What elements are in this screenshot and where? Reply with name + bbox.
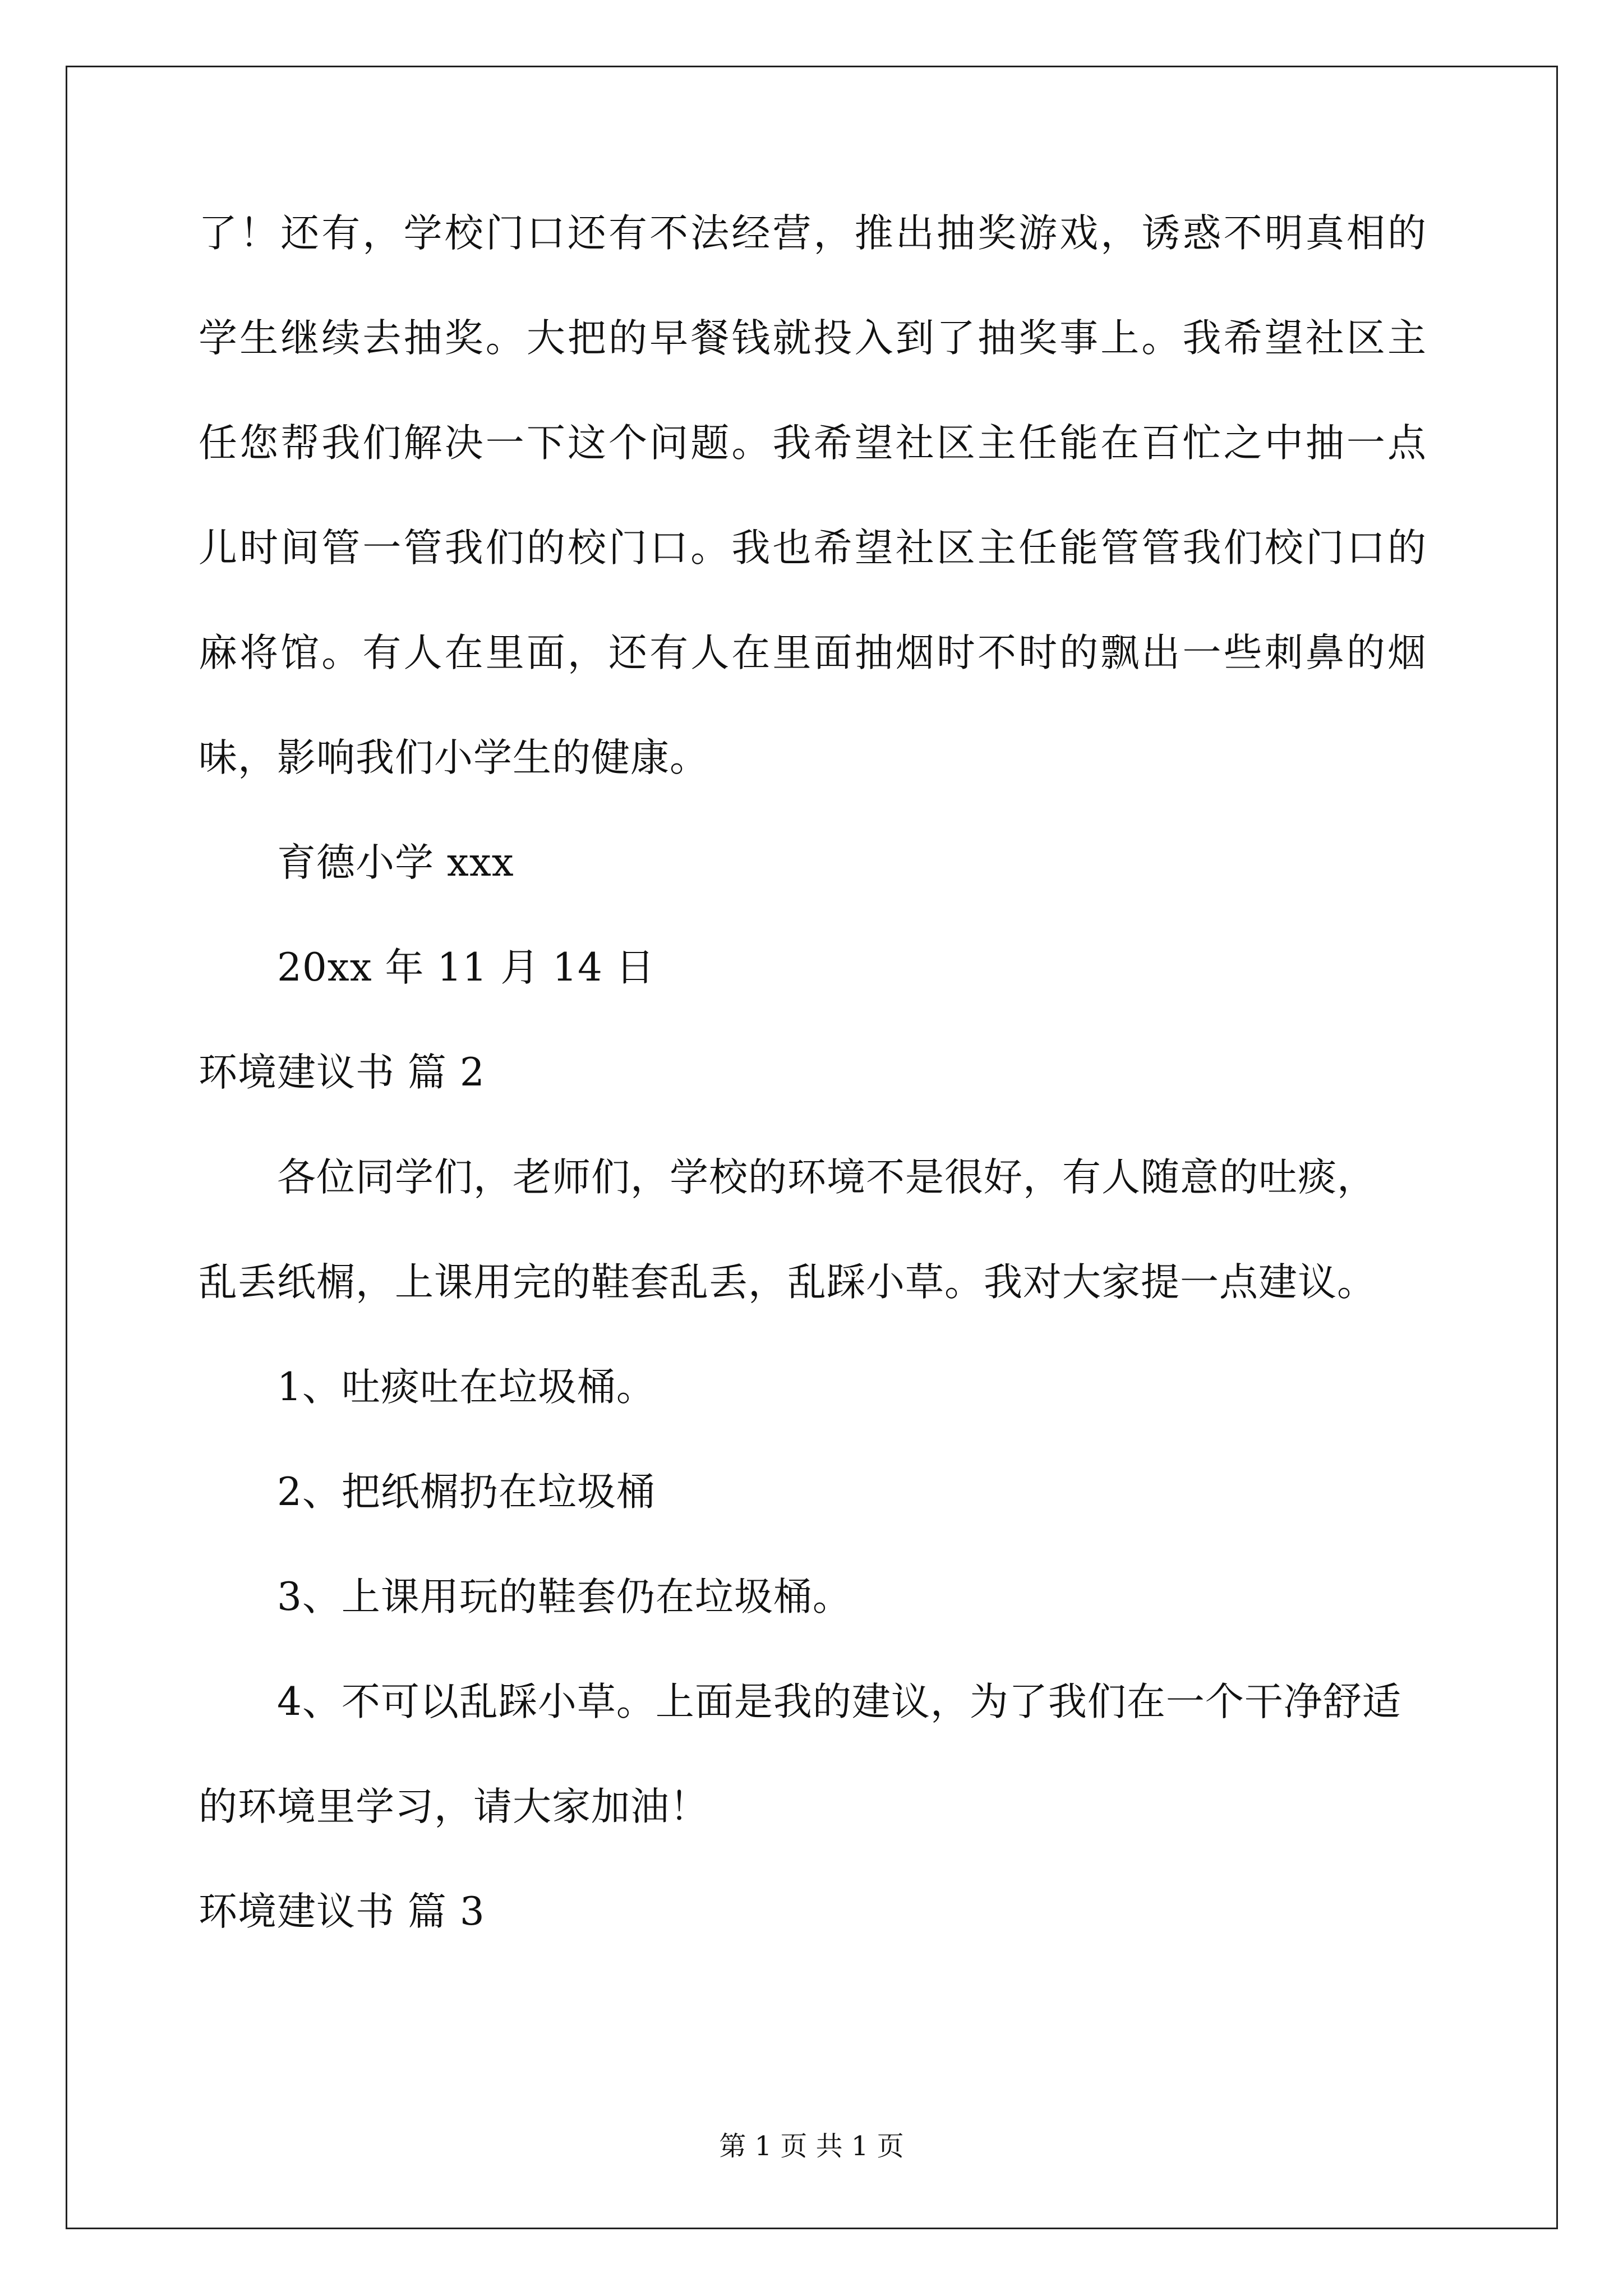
section-heading: 环境建议书 篇 2 [199, 1050, 485, 1095]
page-footer: 第 1 页 共 1 页 [719, 2131, 904, 2162]
list-item: 4、不可以乱踩小草。上面是我的建议，为了我们在一个干净舒适 [277, 1680, 1401, 1724]
text-line: 的环境里学习，请大家加油！ [199, 1784, 709, 1829]
text-line: 学生继续去抽奖。大把的早餐钱就投入到了抽奖事上。我希望社区主 [199, 316, 1427, 361]
text-line: 味，影响我们小学生的健康。 [199, 735, 709, 780]
text-line: 任您帮我们解决一下这个问题。我希望社区主任能在百忙之中抽一点 [199, 421, 1427, 466]
section-heading: 环境建议书 篇 3 [199, 1889, 485, 1934]
signature-school: 育德小学 xxx [277, 840, 514, 885]
text-line: 儿时间管一管我们的校门口。我也希望社区主任能管管我们校门口的 [199, 526, 1427, 570]
text-line: 麻将馆。有人在里面，还有人在里面抽烟时不时的飘出一些刺鼻的烟 [199, 631, 1427, 675]
text-line: 各位同学们，老师们，学校的环境不是很好，有人随意的吐痰， [277, 1155, 1376, 1200]
text-line: 乱丢纸榍，上课用完的鞋套乱丢，乱踩小草。我对大家提一点建议。 [199, 1260, 1376, 1305]
text-line: 了！还有，学校门口还有不法经营，推出抽奖游戏，诱惑不明真相的 [199, 211, 1427, 256]
document-body [199, 211, 1427, 1998]
signature-date: 20xx 年 11 月 14 日 [277, 945, 655, 990]
list-item: 1、吐痰吐在垃圾桶。 [277, 1365, 656, 1410]
list-item: 2、把纸榍扔在垃圾桶 [277, 1470, 656, 1515]
list-item: 3、上课用玩的鞋套仍在垃圾桶。 [277, 1575, 852, 1619]
